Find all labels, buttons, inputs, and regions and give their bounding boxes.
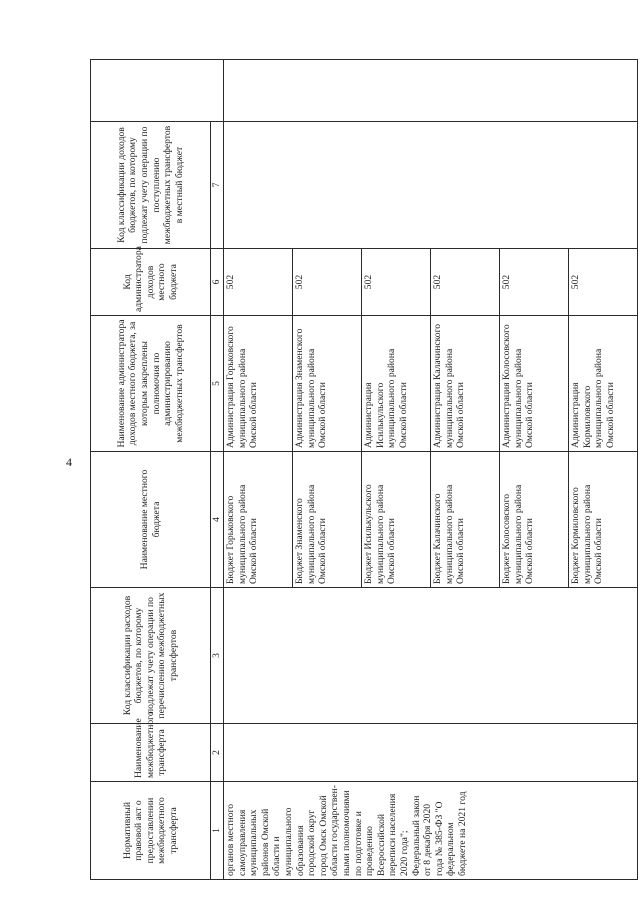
budget-name-cell: Бюджет Колосовского муниципального района Омской области	[500, 452, 569, 588]
header-transfer-name: Наименование межбюджетного трансферта	[91, 724, 211, 782]
budget-name-cell: Бюджет Горьковского муниципального района Омской области	[224, 452, 293, 588]
legal-act-cell: органов местного самоуправления муниципальных районов Омской области и муниципального образования городской округ город Омск Омской области государствен-ными полномочиями по подготовке и проведению Всероссийской переписи населения 2020 года"; Федеральный закон от 8 декабря 2020 года № 385-ФЗ "О федеральном бюджете на 2021 год	[224, 782, 638, 880]
column-number: 5	[211, 316, 224, 452]
budget-name-cell: Бюджет Кормиловского муниципального района Омской области	[569, 452, 638, 588]
column-number: 6	[211, 249, 224, 316]
header-expense-code: Код классификации расходов бюджетов, по которому подлежат учету операции по перечислению межбюджетных трансфертов	[91, 588, 211, 724]
header-budget-name: Наименование местного бюджета	[91, 452, 211, 588]
column-number: 4	[211, 452, 224, 588]
transfer-name-cell	[224, 724, 638, 782]
header-admin-code: Код администратора доходов местного бюджета	[91, 249, 211, 316]
blank-cell	[224, 60, 638, 122]
header-row	[91, 60, 211, 880]
admin-name-cell: Администрация Кормиловского муниципального района Омской области	[569, 316, 638, 452]
admin-name-cell: Администрация Колосовского муниципального района Омской области	[500, 316, 569, 452]
header-legal-act: Нормативный правовой акт о предоставлении межбюджетного трансферта	[91, 782, 211, 880]
admin-name-cell: Администрация Калачинского муниципального района Омской области	[431, 316, 500, 452]
header-admin-name: Наименование администратора доходов местного бюджета, за которым закреплены полномочия по администрированию межбюджетных трансфертов	[91, 316, 211, 452]
admin-code-cell: 502	[431, 249, 500, 316]
admin-code-cell: 502	[569, 249, 638, 316]
column-number-row	[211, 60, 224, 880]
budget-name-cell: Бюджет Исилькульского муниципального района Омской области	[362, 452, 431, 588]
budget-name-cell: Бюджет Калачинского муниципального района Омской области	[431, 452, 500, 588]
budget-name-cell: Бюджет Знаменского муниципального района Омской области	[293, 452, 362, 588]
admin-name-cell: Администрация Знаменского муниципального района Омской области	[293, 316, 362, 452]
column-number: 7	[211, 122, 224, 249]
column-number: 2	[211, 724, 224, 782]
admin-code-cell: 502	[500, 249, 569, 316]
income-code-cell	[224, 122, 638, 249]
column-number: 3	[211, 588, 224, 724]
transfers-table	[90, 59, 638, 880]
column-number: 1	[211, 782, 224, 880]
rotated-page	[90, 60, 615, 880]
admin-code-cell: 502	[362, 249, 431, 316]
header-income-code: Код классификации доходов бюджетов, по которому подлежат учету операции по поступлению межбюджетных трансфертов в местный бюджет	[91, 122, 211, 249]
admin-name-cell: Администрация Исилькульского муниципального района Омской области	[362, 316, 431, 452]
page-number: 4	[66, 455, 72, 469]
admin-code-cell: 502	[293, 249, 362, 316]
admin-code-cell: 502	[224, 249, 293, 316]
admin-name-cell: Администрация Горьковского муниципального района Омской области	[224, 316, 293, 452]
table-row	[224, 60, 293, 880]
expense-code-cell	[224, 588, 638, 724]
blank-column	[91, 60, 224, 122]
